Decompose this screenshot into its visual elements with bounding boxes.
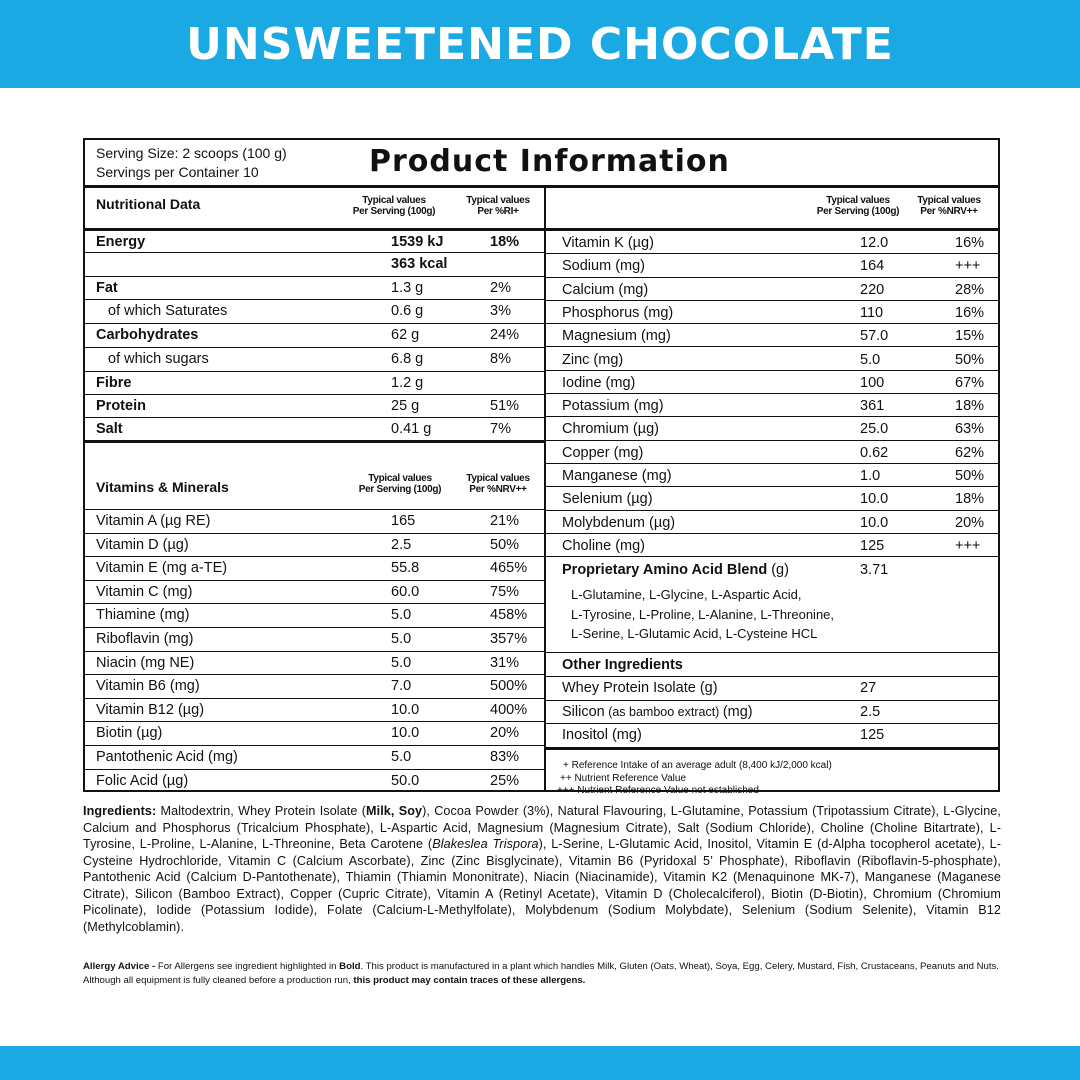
mineral-row [546,371,998,394]
footnotes [557,760,832,798]
vitamin-percent: 465% [490,560,528,577]
flavour-title: UNSWEETENED CHOCOLATE [186,18,894,70]
vitamin-name: Vitamin B6 (mg) [96,678,200,695]
serving-info [96,144,287,182]
mineral-percent: 18% [955,491,985,508]
nutrition-row [85,231,544,253]
mineral-percent: 15% [955,328,985,345]
mineral-row [546,534,998,557]
panel-title: Product Information [369,144,730,179]
mineral-percent: 18% [955,398,985,415]
ingredients-text-part: Blakeslea Trispora [432,837,539,851]
amino-blend-value: 3.71 [860,562,889,578]
column-header-line: Typical values [362,195,426,206]
vitamin-value: 50.0 [391,772,420,789]
vitamin-row [85,722,544,746]
nutrient-name: Salt [96,421,123,437]
title-banner [0,0,1080,88]
mineral-percent: +++ [955,537,981,554]
vitamin-percent: 50% [490,536,520,553]
vitamin-value: 2.5 [391,536,412,553]
ingredients-text-part: Milk, Soy [366,804,423,818]
left-column [85,188,546,790]
nutrient-name: Fibre [96,375,132,391]
nutrient-percent: 2% [490,280,511,296]
other-ingredient-label: Whey Protein Isolate (g) [562,680,718,696]
vitamin-row [85,699,544,723]
allergy-text-part: this product may contain traces of these allergens. [353,975,586,986]
mineral-name: Selenium (µg) [562,491,653,508]
vitamin-row [85,534,544,558]
nutrition-header-row [85,188,544,231]
nutrient-value: 6.8 g [391,351,424,367]
mineral-row [546,301,998,324]
nutrition-row [85,324,544,348]
vitamin-row [85,557,544,581]
mineral-name: Calcium (mg) [562,281,649,298]
column-header [339,473,461,495]
mineral-name: Vitamin K (µg) [562,235,654,251]
vitamin-value: 7.0 [391,678,412,695]
ingredients-text-part: ), Cocoa Powder (3%), Natural Flavouring, L-Glutamine, Potassium (Tripotassium Citrate), L-Glycine, Calcium and Phosphorus (Tricalcium Phosphate), L-Aspartic Acid, Magnesium (Magnesium Citrate), Salt (Sodium Chloride), Choline (Choline Bitartrate), L-Tyrosine, L-Proline, L-Alanine, L-Threonine, Beta Carotene ( [83,804,1001,851]
other-ingredient-row [546,701,998,725]
serving-size: Serving Size: 2 scoops (100 g) [96,145,287,161]
mineral-percent: 62% [955,444,985,461]
mineral-value: 0.62 [860,444,889,461]
vitamin-row [85,770,544,794]
mineral-value: 361 [860,398,885,415]
amino-blend-name [562,562,789,578]
vitamin-row [85,628,544,652]
vitamin-percent: 500% [490,678,528,695]
mineral-row [546,324,998,347]
vitamin-name: Riboflavin (mg) [96,631,194,647]
mineral-value: 57.0 [860,328,889,345]
mineral-name: Choline (mg) [562,537,645,554]
nutrition-row [85,372,544,395]
nutrition-section-label: Nutritional Data [96,196,201,212]
mineral-name: Sodium (mg) [562,258,645,275]
ingredients-text [83,803,1001,935]
nutrient-value: 25 g [391,398,420,414]
vitamins-section-label: Vitamins & Minerals [96,479,229,495]
ingredients-text-part: Maltodextrin, Whey Protein Isolate ( [160,804,367,818]
mineral-percent: 50% [955,468,985,484]
mineral-name: Magnesium (mg) [562,328,671,345]
vitamin-row [85,746,544,770]
nutrient-name: of which sugars [108,351,209,367]
vitamin-percent: 83% [490,749,520,765]
mineral-value: 100 [860,374,885,391]
vitamin-percent: 25% [490,772,520,789]
mineral-percent: 67% [955,374,985,391]
mineral-value: 5.0 [860,351,881,368]
mineral-row [546,441,998,464]
right-header-row [546,188,998,231]
nutrient-name: Energy [96,234,146,250]
column-header [455,195,541,217]
vitamin-row [85,675,544,699]
column-header-line: Typical values [368,473,432,484]
other-ingredients-header [546,653,998,677]
mineral-value: 1.0 [860,468,881,484]
allergy-text-part: Bold [339,961,361,972]
amino-acid-line: L-Serine, L-Glutamic Acid, L-Cysteine HCL [571,626,818,641]
footnote-line: + Reference Intake of an average adult (8,400 kJ/2,000 kcal) [563,760,832,771]
vitamin-row [85,510,544,534]
nutrition-row [85,395,544,418]
amino-acid-list [571,585,834,644]
vitamin-name: Thiamine (mg) [96,607,190,624]
mineral-value: 220 [860,281,885,298]
nutrient-percent: 7% [490,421,511,437]
vitamin-value: 5.0 [391,654,412,671]
footnote-line: ++ Nutrient Reference Value [560,772,687,784]
allergy-label: Allergy Advice - [83,961,156,972]
other-ingredient-row [546,724,998,750]
mineral-percent: 63% [955,421,985,438]
nutrition-row [85,300,544,324]
amino-acid-line: L-Glutamine, L-Glycine, L-Aspartic Acid, [571,587,802,602]
ingredients-text-part: ), L-Serine, L-Glutamic Acid, Inositol, Vitamin E (d-Alpha tocopherol acetate), L-Cysteine Hydrochloride, Vitamin C (Calcium Ascorbate), Zinc (Zinc Bisglycinate), Vitamin B6 (Pyridoxal 5’ Phosphate), Riboflavin (Riboflavin-5-phosphate), Pantothenic Acid (Calcium D-Pantothenate), Thiamin (Thiamin Mononitrate), Niacin (Niacinamide), Vitamin K2 (Menaquinone MK-7), Manganese (Maganese Citrate), Silicon (Bamboo Extract), Copper (Cupric Citrate), Vitamin A (Retinyl Acetate), Vitamin D (Cholecalciferol), Biotin (D-Biotin), Chromium (Chromium Picolinate), Iodide (Potassium Iodide), Folate (Calcium-L-Methylfolate), Molybdenum (Sodium Molybdate), Selenium (Sodium Selenite), Vitamin B12 (Methylcoblamin). [83,837,1001,934]
nutrient-value: 1.3 g [391,280,424,296]
column-header-line: Per %NRV++ [920,206,978,217]
vitamin-value: 5.0 [391,631,412,647]
mineral-name: Manganese (mg) [562,468,672,484]
vitamin-name: Folic Acid (µg) [96,772,189,789]
other-ingredient-value: 2.5 [860,703,881,720]
amino-acid-line: L-Tyrosine, L-Proline, L-Alanine, L-Threonine, [571,606,835,622]
mineral-row [546,417,998,440]
mineral-name: Iodine (mg) [562,374,636,391]
nutrient-percent: 3% [490,303,511,319]
vitamin-row [85,604,544,628]
vitamin-name: Biotin (µg) [96,725,163,742]
other-ingredient-label: Silicon [562,703,605,720]
column-header [455,473,541,495]
nutrient-name: Carbohydrates [96,327,199,343]
mineral-row [546,278,998,301]
allergy-text-part: . This product is manufactured in a plant which handles Milk, Gluten (Oats, Wheat), Soya, Egg, Celery, Mustard, Fish, Crustaceans, Peanuts and Nuts. Although all equipment is fully cleaned before a production run, [83,961,999,986]
column-header-line: Typical values [917,195,981,206]
mineral-percent: 50% [955,351,985,368]
vitamin-name: Vitamin C (mg) [96,583,193,600]
vitamin-percent: 21% [490,513,520,529]
nutrient-value: 62 g [391,327,420,343]
mineral-value: 125 [860,537,885,554]
mineral-percent: +++ [955,258,981,275]
nutrient-name: of which Saturates [108,303,228,319]
mineral-value: 12.0 [860,235,889,251]
allergy-text-part: For Allergens see ingredient highlighted in [157,961,340,972]
nutrient-value: 0.6 g [391,303,424,319]
vitamin-name: Vitamin E (mg a-TE) [96,560,228,577]
vitamin-name: Pantothenic Acid (mg) [96,749,238,765]
column-header-line: Per Serving (100g) [358,484,442,495]
vitamins-header-row [85,441,544,510]
vitamin-name: Vitamin A (µg RE) [96,513,211,529]
nutrition-row [85,418,544,441]
other-ingredient-name [562,680,718,696]
mineral-row [546,348,998,371]
vitamin-name: Niacin (mg NE) [96,654,195,671]
nutrient-name: Fat [96,280,118,296]
mineral-percent: 16% [955,235,985,251]
column-header [333,195,455,217]
column-header-line: Per Serving (100g) [816,206,900,217]
vitamin-value: 165 [391,513,416,529]
mineral-percent: 16% [955,304,985,321]
mineral-row [546,464,998,487]
mineral-name: Potassium (mg) [562,398,664,415]
right-column [546,188,998,796]
nutrient-percent: 8% [490,351,511,367]
other-ingredient-value: 27 [860,680,877,696]
mineral-row [546,231,998,254]
vitamin-value: 10.0 [391,701,420,718]
nutrient-value: 0.41 g [391,421,432,437]
column-header-line: Per %NRV++ [469,484,527,495]
vitamin-row [85,652,544,676]
nutrient-value: 1539 kJ [391,234,444,250]
mineral-value: 10.0 [860,491,889,508]
nutrient-value: 363 kcal [391,256,448,272]
vitamin-percent: 400% [490,701,528,718]
mineral-name: Chromium (µg) [562,421,659,438]
nutrient-value: 1.2 g [391,375,424,391]
other-ingredient-value: 125 [860,727,885,743]
column-header [908,195,990,217]
mineral-value: 110 [860,304,884,321]
mineral-row [546,394,998,417]
vitamin-percent: 20% [490,725,520,742]
mineral-name: Molybdenum (µg) [562,514,676,531]
vitamin-value: 10.0 [391,725,420,742]
other-ingredient-note: (as bamboo extract) [604,704,723,719]
vitamin-row [85,581,544,605]
mineral-name: Zinc (mg) [562,351,624,368]
column-header-line: Typical values [466,473,530,484]
footnote-line: +++ Nutrient Reference Value not established [557,785,759,796]
vitamin-name: Vitamin B12 (µg) [96,701,205,718]
mineral-name: Copper (mg) [562,444,644,461]
other-ingredient-name [562,727,642,743]
column-header-line: Per %RI+ [477,206,519,217]
mineral-row [546,511,998,534]
nutrition-row [85,277,544,300]
nutrition-row [85,253,544,277]
vitamin-value: 60.0 [391,583,420,600]
vitamin-value: 55.8 [391,560,420,577]
mineral-value: 25.0 [860,421,889,438]
column-header [798,195,918,217]
amino-blend-unit: (g) [767,562,789,578]
ingredients-label: Ingredients: [83,804,157,818]
nutrition-row [85,348,544,372]
mineral-value: 10.0 [860,514,889,531]
mineral-name: Phosphorus (mg) [562,304,674,321]
vitamin-name: Vitamin D (µg) [96,536,189,553]
vitamin-percent: 75% [490,583,520,600]
mineral-percent: 20% [955,514,985,531]
nutrient-percent: 18% [490,234,520,250]
other-ingredient-name [562,704,753,720]
vitamin-percent: 458% [490,607,528,624]
column-header-line: Typical values [826,195,890,206]
other-ingredient-label: Inositol (mg) [562,727,642,743]
column-header-line: Typical values [466,195,530,206]
nutrient-name: Protein [96,398,146,414]
mineral-percent: 28% [955,281,985,298]
other-ingredient-unit: (mg) [722,703,753,720]
servings-per-container: Servings per Container 10 [96,164,259,180]
vitamin-percent: 357% [490,631,528,647]
vitamin-value: 5.0 [391,749,412,765]
mineral-row [546,487,998,510]
panel-header [85,140,998,188]
nutrient-percent: 24% [490,327,520,343]
other-ingredients-label: Other Ingredients [562,657,683,673]
vitamin-percent: 31% [490,654,520,671]
product-information-panel [83,138,1000,796]
nutrient-percent: 51% [490,398,520,414]
amino-blend-label: Proprietary Amino Acid Blend [562,562,768,578]
amino-acid-blend [546,557,998,653]
column-header-line: Per Serving (100g) [352,206,436,217]
bottom-banner [0,1046,1080,1080]
other-ingredient-row [546,677,998,701]
vitamin-value: 5.0 [391,607,412,624]
mineral-row [546,254,998,277]
allergy-advice [83,960,1001,988]
mineral-value: 164 [860,258,885,275]
